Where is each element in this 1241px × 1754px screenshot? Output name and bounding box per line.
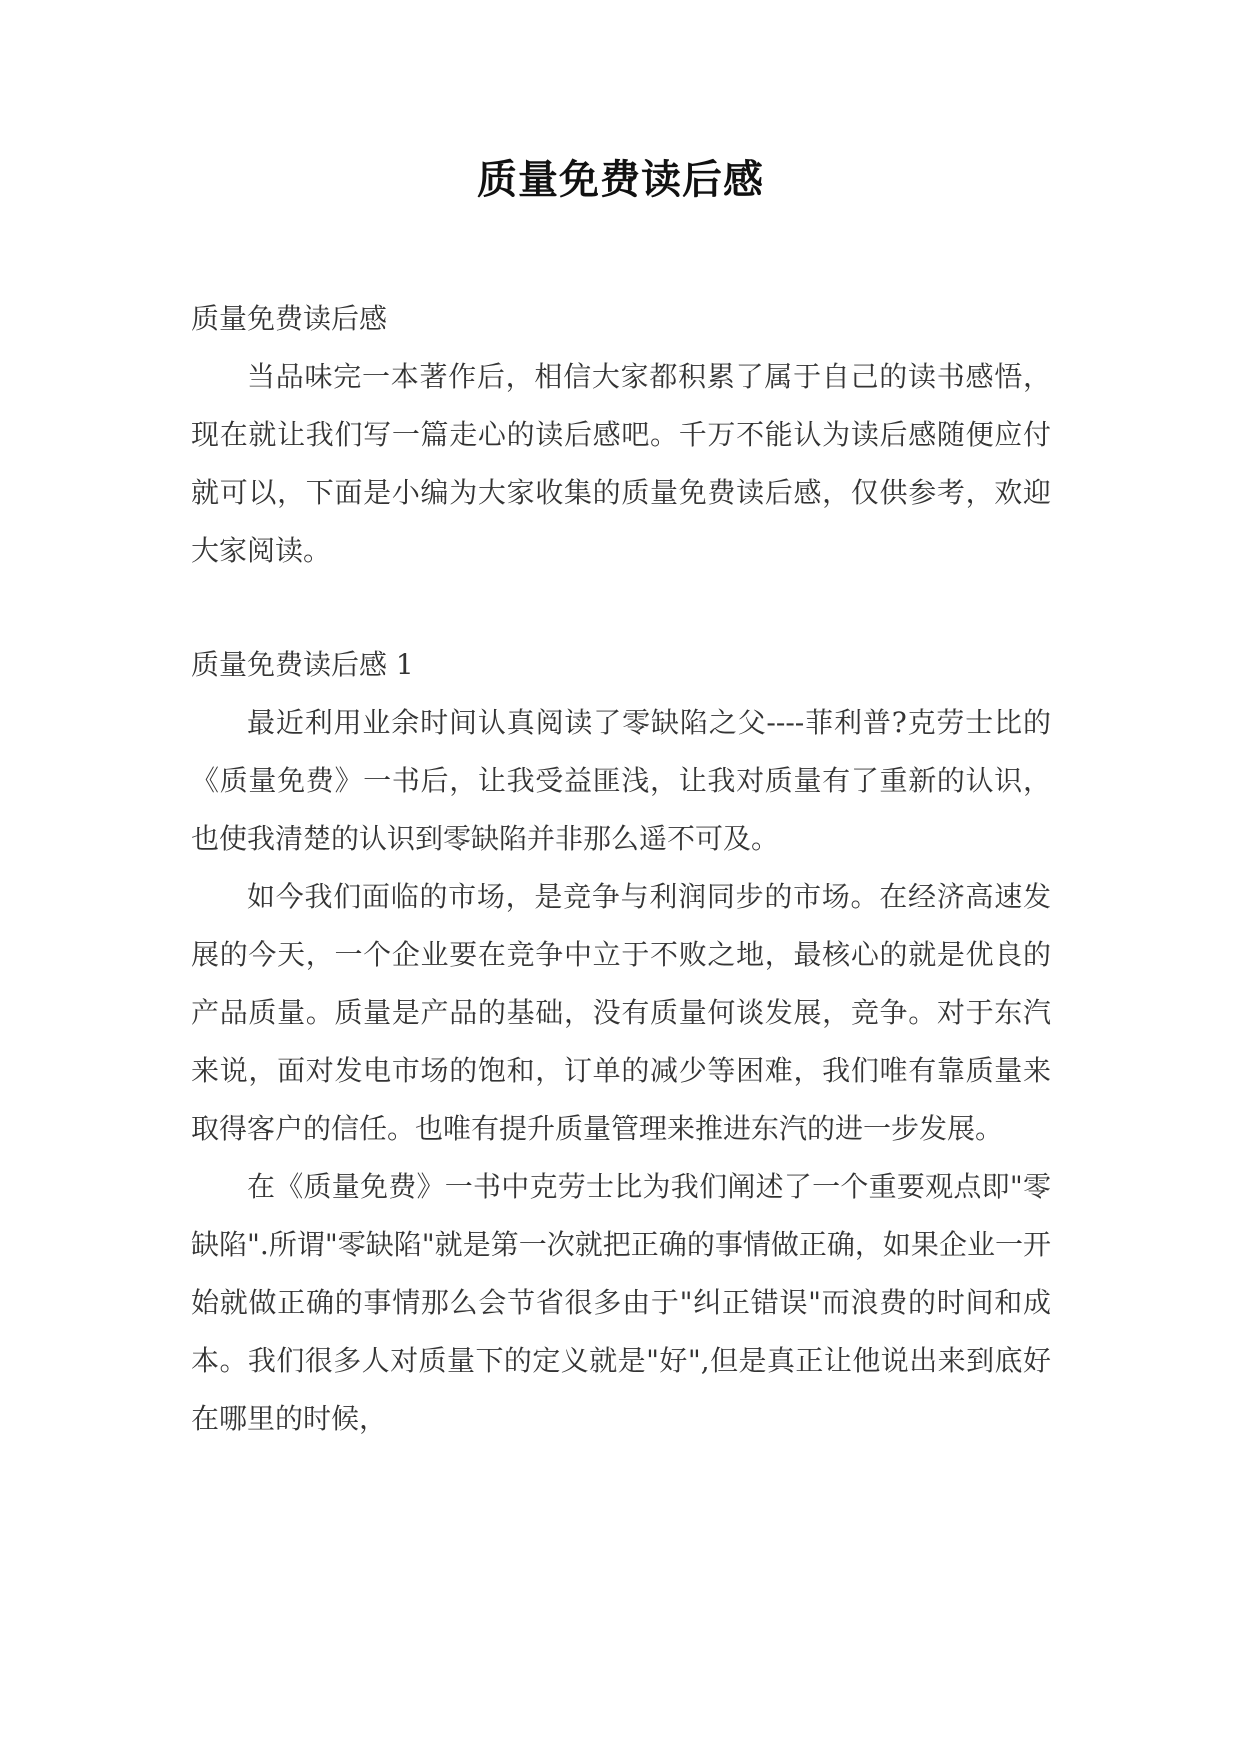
section-heading: 质量免费读后感 1 [191,648,414,681]
section-paragraph: 如今我们面临的市场，是竞争与利润同步的市场。在经济高速发展的今天，一个企业要在竞争中立于不败之地，最核心的就是优良的产品质量。质量是产品的基础，没有质量何谈发展，竞争。对于东汽来说，面对发电市场的饱和，订单的减少等困难，我们唯有靠质量来取得客户的信任。也唯有提升质量管理来推进东汽的进一步发展。 [191,880,1051,1145]
intro-heading: 质量免费读后感 [191,302,388,335]
document-title: 质量免费读后感 [477,156,764,203]
section-paragraph: 最近利用业余时间认真阅读了零缺陷之父----菲利普?克劳士比的《质量免费》一书后，让我受益匪浅，让我对质量有了重新的认识，也使我清楚的认识到零缺陷并非那么遥不可及。 [191,706,1051,855]
intro-paragraph: 当品味完一本著作后，相信大家都积累了属于自己的读书感悟，现在就让我们写一篇走心的读后感吧。千万不能认为读后感随便应付就可以，下面是小编为大家收集的质量免费读后感，仅供参考，欢迎大家阅读。 [191,360,1051,567]
document-body [191,290,1051,1448]
section-spacer [191,580,1051,636]
section-paragraph: 在《质量免费》一书中克劳士比为我们阐述了一个重要观点即"零缺陷".所谓"零缺陷"就是第一次就把正确的事情做正确，如果企业一开始就做正确的事情那么会节省很多由于"纠正错误"而浪费的时间和成本。我们很多人对质量下的定义就是"好",但是真正让他说出来到底好在哪里的时候， [191,1170,1051,1435]
